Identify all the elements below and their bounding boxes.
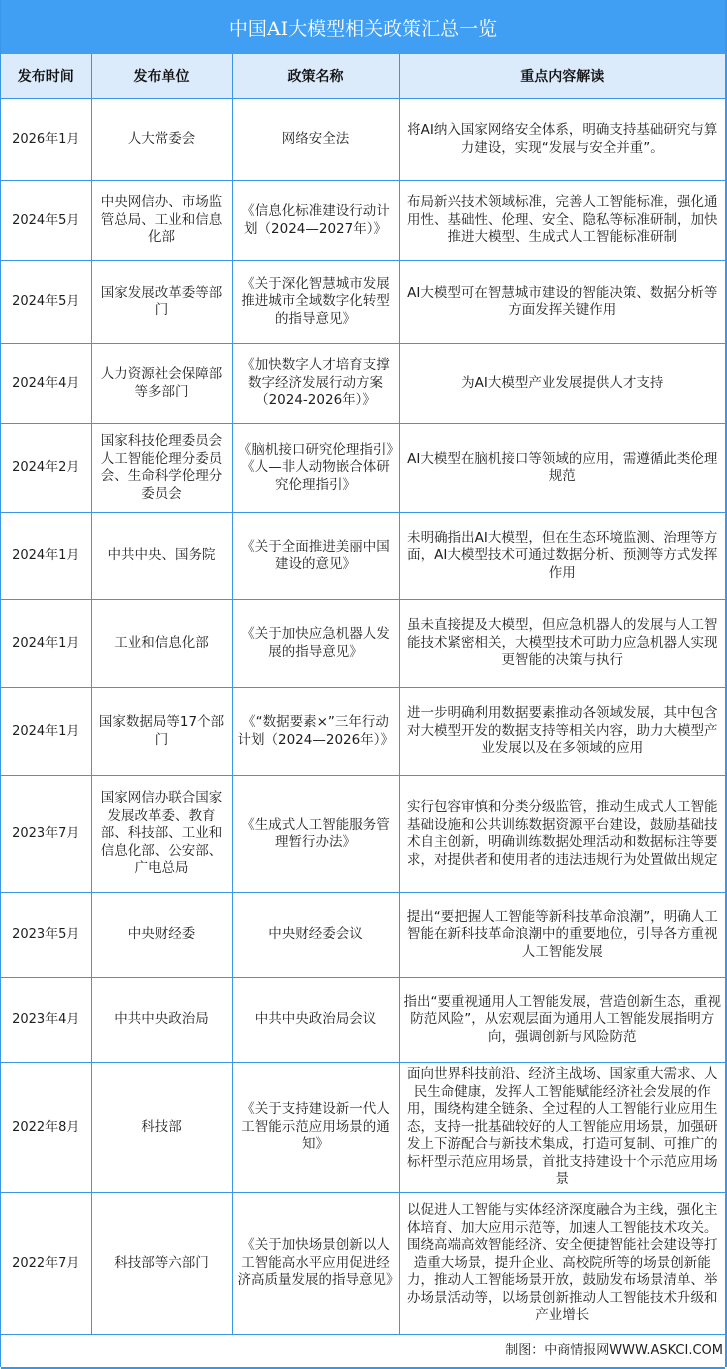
- cell-date: 2024年4月: [1, 344, 91, 424]
- cell-issuer: 中央网信办、市场监管总局、工业和信息化部: [91, 181, 232, 261]
- header-issuer: 发布单位: [91, 54, 232, 99]
- cell-policy: 《加快数字人才培育支撑数字经济发展行动方案（2024-2026年）》: [232, 344, 399, 424]
- cell-issuer: 国家网信办联合国家发展改革委、教育部、科技部、工业和信息化部、公安部、广电总局: [91, 776, 232, 893]
- cell-issuer: 国家科技伦理委员会人工智能伦理分委员会、生命科学伦理分委员会: [91, 424, 232, 513]
- cell-content: 提出“要把握人工智能等新科技革命浪潮”，明确人工智能在新科技革命浪潮中的重要地位，引导各方重视人工智能发展: [399, 893, 725, 978]
- cell-content: AI大模型可在智慧城市建设的智能决策、数据分析等方面发挥关键作用: [399, 261, 725, 344]
- header-policy: 政策名称: [232, 54, 399, 99]
- table-row: [1, 261, 725, 344]
- table-row: [1, 1063, 725, 1193]
- cell-content: 虽未直接提及大模型，但应急机器人的发展与人工智能技术紧密相关，大模型技术可助力应急机器人实现更智能的决策与执行: [399, 600, 725, 688]
- cell-date: 2024年2月: [1, 424, 91, 513]
- cell-content: 面向世界科技前沿、经济主战场、国家重大需求、人民生命健康，发挥人工智能赋能经济社会发展的作用，围绕构建全链条、全过程的人工智能行业应用生态，支持一批基础较好的人工智能应用场景，加强研发上下游配合与新技术集成，打造可复制、可推广的标杆型示范应用场景，首批支持建设十个示范应用场景: [399, 1063, 725, 1193]
- cell-issuer: 人力资源社会保障部等多部门: [91, 344, 232, 424]
- header-date: 发布时间: [1, 54, 91, 99]
- cell-content: 为AI大模型产业发展提供人才支持: [399, 344, 725, 424]
- cell-issuer: 中共中央、国务院: [91, 513, 232, 600]
- cell-policy: 中共中央政治局会议: [232, 978, 399, 1063]
- table-row: [1, 99, 725, 181]
- cell-date: 2024年1月: [1, 688, 91, 776]
- cell-content: 将AI纳入国家网络安全体系，明确支持基础研究与算力建设，实现“发展与安全并重”。: [399, 99, 725, 181]
- table-row: [1, 344, 725, 424]
- cell-policy: 《关于加快场景创新以人工智能高水平应用促进经济高质量发展的指导意见》: [232, 1193, 399, 1335]
- cell-date: 2026年1月: [1, 99, 91, 181]
- table-title: 中国AI大模型相关政策汇总一览: [1, 0, 725, 54]
- table-row: [1, 776, 725, 893]
- cell-policy: 《关于全面推进美丽中国建设的意见》: [232, 513, 399, 600]
- cell-date: 2022年8月: [1, 1063, 91, 1193]
- table-row: [1, 1193, 725, 1335]
- cell-date: 2022年7月: [1, 1193, 91, 1335]
- cell-date: 2023年4月: [1, 978, 91, 1063]
- cell-date: 2023年5月: [1, 893, 91, 978]
- table-row: [1, 424, 725, 513]
- cell-content: 进一步明确利用数据要素推动各领域发展，其中包含对大模型开发的数据支持等相关内容，助力大模型产业发展以及在多领域的应用: [399, 688, 725, 776]
- footer-row: [1, 1335, 725, 1369]
- cell-content: AI大模型在脑机接口等领域的应用，需遵循此类伦理规范: [399, 424, 725, 513]
- cell-issuer: 中共中央政治局: [91, 978, 232, 1063]
- source-credit: 制图：中商情报网WWW.ASKCI.COM: [1, 1335, 725, 1369]
- cell-issuer: 科技部等六部门: [91, 1193, 232, 1335]
- table-row: [1, 978, 725, 1063]
- cell-policy: 《关于支持建设新一代人工智能示范应用场景的通知》: [232, 1063, 399, 1193]
- table-row: [1, 181, 725, 261]
- cell-issuer: 科技部: [91, 1063, 232, 1193]
- cell-policy: 《生成式人工智能服务管理暂行办法》: [232, 776, 399, 893]
- cell-date: 2024年5月: [1, 181, 91, 261]
- cell-policy: 《关于深化智慧城市发展推进城市全域数字化转型的指导意见》: [232, 261, 399, 344]
- cell-policy: 《关于加快应急机器人发展的指导意见》: [232, 600, 399, 688]
- cell-issuer: 人大常委会: [91, 99, 232, 181]
- cell-policy: 《脑机接口研究伦理指引》《人—非人动物嵌合体研究伦理指引》: [232, 424, 399, 513]
- cell-content: 实行包容审慎和分类分级监管，推动生成式人工智能基础设施和公共训练数据资源平台建设，鼓励基础技术自主创新，明确训练数据处理活动和数据标注等要求，对提供者和使用者的违法违规行为处置做出规定: [399, 776, 725, 893]
- cell-content: 未明确指出AI大模型，但在生态环境监测、治理等方面，AI大模型技术可通过数据分析、预测等方式发挥作用: [399, 513, 725, 600]
- cell-policy: 中央财经委会议: [232, 893, 399, 978]
- cell-date: 2024年1月: [1, 513, 91, 600]
- cell-issuer: 工业和信息化部: [91, 600, 232, 688]
- cell-content: 布局新兴技术领域标准，完善人工智能标准，强化通用性、基础性、伦理、安全、隐私等标准研制，加快推进大模型、生成式人工智能标准研制: [399, 181, 725, 261]
- table-row: [1, 600, 725, 688]
- cell-issuer: 国家发展改革委等部门: [91, 261, 232, 344]
- table-row: [1, 688, 725, 776]
- cell-date: 2023年7月: [1, 776, 91, 893]
- policy-table: [1, 54, 725, 1369]
- cell-date: 2024年1月: [1, 600, 91, 688]
- cell-issuer: 中央财经委: [91, 893, 232, 978]
- cell-content: 以促进人工智能与实体经济深度融合为主线，强化主体培育、加大应用示范等，加速人工智能技术攻关。围绕高端高效智能经济、安全便捷智能社会建设等打造重大场景，提升企业、高校院所等的场景创新能力，推动人工智能场景开放，鼓励发布场景清单、举办场景活动等，以场景创新推动人工智能技术升级和产业增长: [399, 1193, 725, 1335]
- cell-issuer: 国家数据局等17个部门: [91, 688, 232, 776]
- cell-date: 2024年5月: [1, 261, 91, 344]
- header-row: [1, 54, 725, 99]
- header-content: 重点内容解读: [399, 54, 725, 99]
- cell-content: 指出“要重视通用人工智能发展，营造创新生态，重视防范风险”，从宏观层面为通用人工智能发展指明方向，强调创新与风险防范: [399, 978, 725, 1063]
- cell-policy: 《“数据要素×”三年行动计划（2024—2026年）》: [232, 688, 399, 776]
- cell-policy: 网络安全法: [232, 99, 399, 181]
- table-row: [1, 893, 725, 978]
- cell-policy: 《信息化标准建设行动计划（2024—2027年）》: [232, 181, 399, 261]
- table-row: [1, 513, 725, 600]
